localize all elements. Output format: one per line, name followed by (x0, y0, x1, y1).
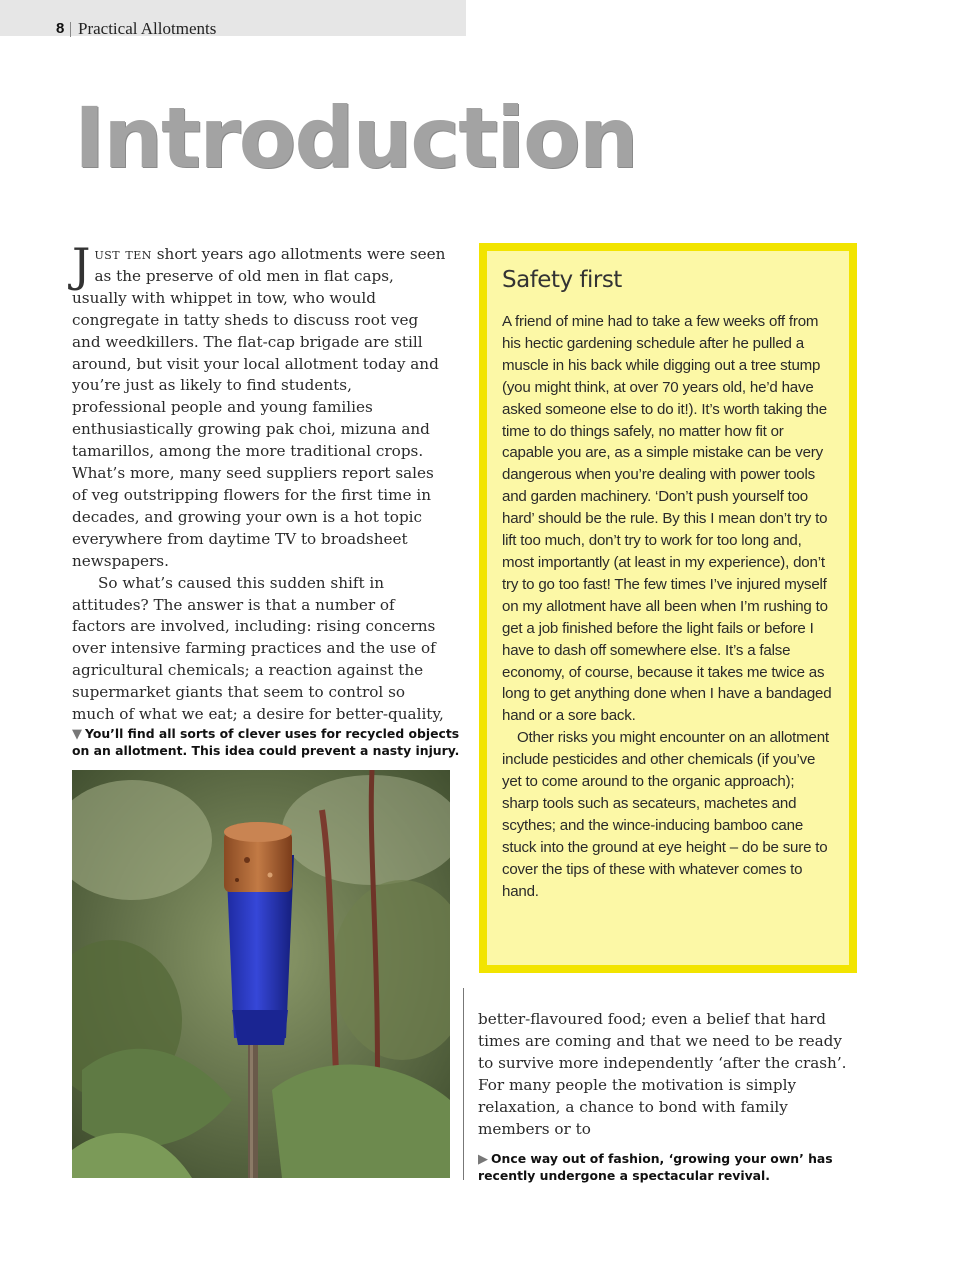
cane-cap-photo (72, 770, 450, 1178)
right-paragraph: better-flavoured food; even a belief that hard times are coming and that we need to be ready to survive more independently ‘after the crash’. For many people the motivation is simply relaxation, a chance to bond with family members or to (478, 1010, 847, 1138)
facing-photo-caption (478, 1151, 878, 1184)
safety-box-body (502, 311, 832, 902)
facing-photo-caption-text: Once way out of fashion, ‘growing your own’ has recently undergone a spectacular revival. (478, 1151, 833, 1183)
drop-cap: J (72, 238, 91, 292)
header-separator (70, 22, 71, 37)
safety-paragraph-2: Other risks you might encounter on an allotment include pesticides and other chemicals (if you’ve yet to come around to the organic approach); sharp tools such as secateurs, machetes and scythes; and the wince-inducing bamboo cane stuck into the ground at eye height – do be sure to cover the tips of these with whatever comes to hand. (502, 729, 829, 900)
running-header (0, 0, 466, 36)
safety-box-heading: Safety first (502, 267, 622, 293)
chapter-title: Introduction (74, 89, 637, 187)
cane-cap-illustration (72, 770, 450, 1178)
page-number: 8 (56, 20, 65, 37)
left-column-text (72, 238, 450, 726)
small-caps-lead: ust ten (94, 245, 152, 263)
right-column-text (478, 1009, 858, 1140)
book-title: Practical Allotments (78, 19, 217, 38)
safety-first-box (479, 243, 857, 973)
left-paragraph-2: So what’s caused this sudden shift in attitudes? The answer is that a number of factors are involved, including: rising concerns over intensive farming practices and the use of agricultural chemicals; a reaction against the supermarket giants that seem to control so much of what we eat; a desire for better-quality, (72, 573, 444, 724)
photo-caption (72, 726, 472, 759)
safety-paragraph-1: A friend of mine had to take a few weeks off from his hectic gardening schedule after he pulled a muscle in his back while digging out a tree stump (you might think, at over 70 years old, he’d have asked someone else to do it!). It’s worth taking the time to do things safely, no matter how fit or capable you are, as a simple mistake can be very dangerous when you’re dealing with power tools and garden machinery. ‘Don’t push yourself too hard’ should be the rule. By this I mean don’t try to lift too much, don’t try to work for too long and, most importantly (at least in my experience), don’t try to go too fast! The few times I’ve injured myself on my allotment have all been when I’m rushing to get a job finished before the light fails or before I have to dash off somewhere else. It’s a false economy, of course, because it takes me twice as long to get anything done when I have a bandaged hand or a sore back. (502, 313, 832, 725)
left-paragraph-1-text: short years ago allotments were seen as the preserve of old men in flat caps, usually with whippet in tow, who would congregate in tatty sheds to discuss root veg and weedkillers. The flat-cap brigade are still around, but visit your local allotment today and you’re just as likely to find students, professional people and young families enthusiastically growing pak choi, mizuna and tamarillos, among the more traditional crops. What’s more, many seed suppliers report sales of veg outstripping flowers for the first time in decades, and growing your own is a hot topic everywhere from daytime TV to broadsheet newspapers. (72, 245, 446, 570)
right-triangle-icon: ▶ (478, 1152, 488, 1167)
left-paragraph-1 (72, 238, 450, 573)
down-triangle-icon: ▼ (72, 727, 82, 742)
column-divider (463, 988, 464, 1180)
photo-caption-text: You’ll find all sorts of clever uses for recycled objects on an allotment. This idea could prevent a nasty injury. (72, 726, 460, 758)
